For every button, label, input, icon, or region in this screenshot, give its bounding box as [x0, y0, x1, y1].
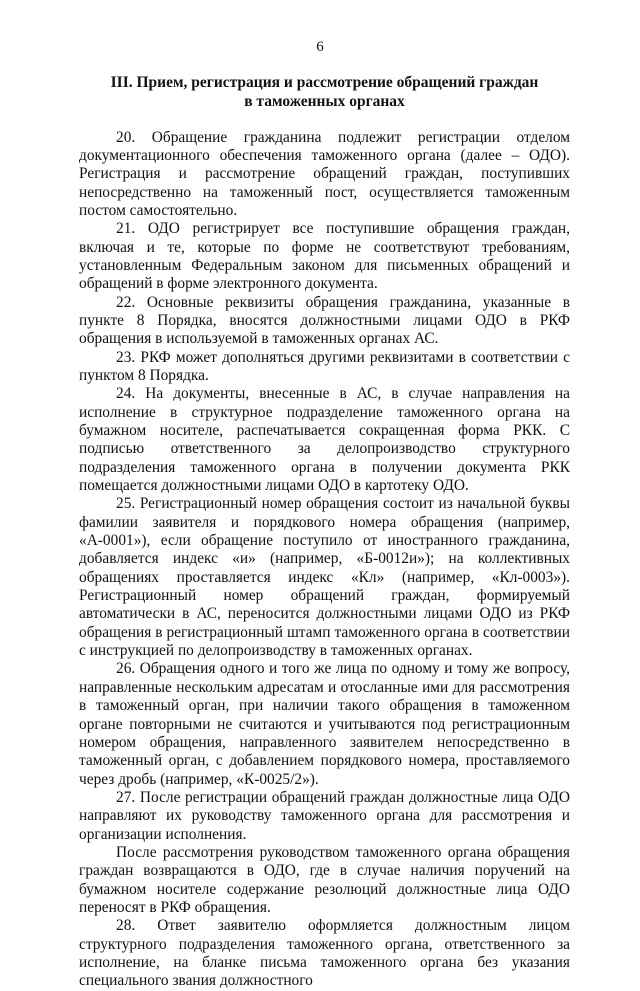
- document-body: [79, 129, 570, 991]
- paragraph-22: 22. Основные реквизиты обращения гражданина, указанные в пункте 8 Порядка, вносятся должностными лицами ОДО в РКФ обращения в используемой в таможенных органах АС.: [79, 293, 570, 348]
- paragraph-24: 24. На документы, внесенные в АС, в случае направления на исполнение в структурное подразделение таможенного органа на бумажном носителе, распечатывается сокращенная форма РКК. С подписью ответственного за делопроизводство структурного подразделения таможенного органа в получении документа РКК помещается должностными лицами ОДО в картотеку ОДО.: [79, 385, 570, 495]
- section-heading: [79, 74, 570, 111]
- paragraph-23: 23. РКФ может дополняться другими реквизитами в соответствии с пунктом 8 Порядка.: [79, 348, 570, 384]
- paragraph-26: 26. Обращения одного и того же лица по одному и тому же вопросу, направленные нескольким адресатам и отосланные ими для рассмотрения в таможенный орган, при наличии такого обращения в таможенном органе повторными не считаются и учитываются под регистрационным номером обращения, направленного заявителем непосредственно в таможенный орган, с добавлением порядкового номера, проставляемого через дробь (например, «К-0025/2»).: [79, 660, 570, 788]
- paragraph-27: 27. После регистрации обращений граждан должностные лица ОДО направляют их руководству таможенного органа для рассмотрения и организации исполнения.: [79, 788, 570, 843]
- paragraph-28: 28. Ответ заявителю оформляется должностным лицом структурного подразделения таможенного органа, ответственного за исполнение, на бланке письма таможенного органа без указания специального звания должностного: [79, 917, 570, 990]
- page-number: 6: [316, 39, 324, 55]
- paragraph-25: 25. Регистрационный номер обращения состоит из начальной буквы фамилии заявителя и порядкового номера обращения (например, «А-0001»), если обращение поступило от иностранного гражданина, добавляется индекс «и» (например, «Б-0012и»); на коллективных обращениях проставляется индекс «Кл» (например, «Кл-0003»). Регистрационный номер обращений граждан, формируемый автоматически в АС, переносится должностными лицами ОДО из РКФ обращения в регистрационный штамп таможенного органа в соответствии с инструкцией по делопроизводству в таможенных органах.: [79, 495, 570, 660]
- section-heading-line-2: в таможенных органах: [244, 92, 405, 110]
- paragraph-20: 20. Обращение гражданина подлежит регистрации отделом документационного обеспечения таможенного органа (далее – ОДО). Регистрация и рассмотрение обращений граждан, поступивших непосредственно на таможенный пост, осуществляется таможенным постом самостоятельно.: [79, 128, 570, 219]
- paragraph-27-continuation: После рассмотрения руководством таможенного органа обращения граждан возвращаются в ОДО, где в случае наличия поручений на бумажном носителе содержание резолюций должностные лица ОДО переносят в РКФ обращения.: [79, 843, 570, 916]
- section-heading-line-1: III. Прием, регистрация и рассмотрение обращений граждан: [110, 74, 539, 91]
- paragraph-21: 21. ОДО регистрирует все поступившие обращения граждан, включая и те, которые по форме не соответствуют требованиям, установленным Федеральным законом для письменных обращений и обращений в форме электронного документа.: [79, 220, 570, 293]
